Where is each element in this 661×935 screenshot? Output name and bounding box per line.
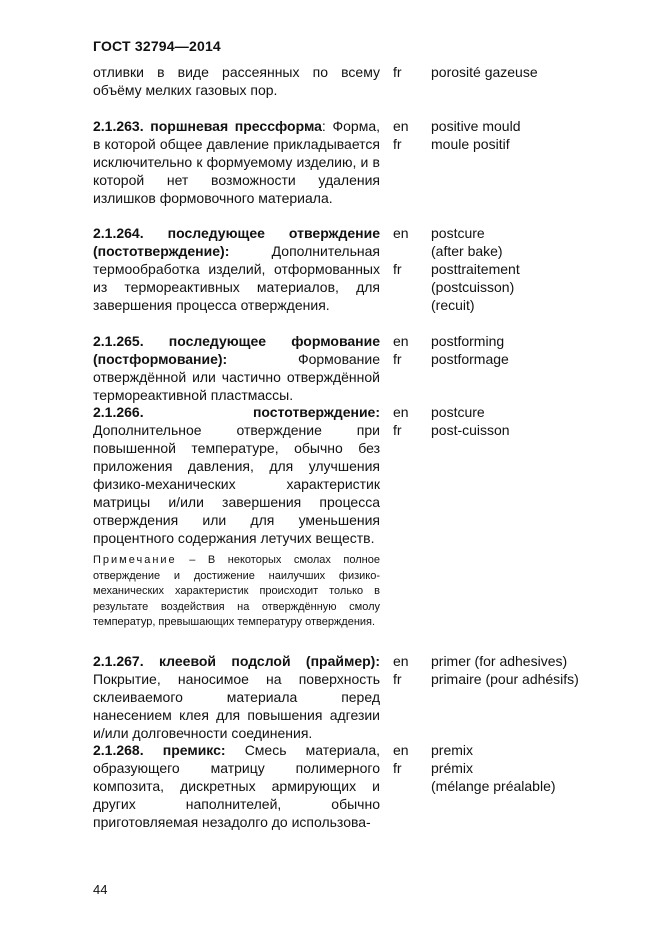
note-label: Примечание — [93, 554, 177, 566]
language-code: en — [393, 653, 409, 669]
equivalent-terms — [431, 224, 631, 314]
equivalent-term: post-cuisson — [431, 422, 510, 438]
equivalent-terms — [431, 63, 631, 81]
entry-number: 2.1.268. — [93, 742, 144, 758]
entry-term: последующее отверждение (постотверждение): — [93, 225, 381, 259]
entry-term: премикс: — [162, 742, 226, 758]
equivalent-term: prémix — [431, 760, 474, 776]
entry-term: последующее формование (постформование): — [93, 333, 380, 367]
entry-text: Дополнительная термообработка изделий, отформованных из термореактивных материалов, для завершения процесса отверждения. — [93, 243, 380, 313]
language-code: en — [393, 333, 409, 349]
language-code: fr — [393, 64, 402, 80]
entry-definition — [93, 224, 380, 314]
language-code — [393, 242, 415, 260]
language-code: en — [393, 118, 409, 134]
equivalent-term: porosité gazeuse — [431, 64, 538, 80]
entry-term: постотверждение: — [252, 404, 380, 420]
language-code: fr — [393, 351, 402, 367]
note-text: – В некоторых смолах полное отверждение и достижение наилучших физико-механических характеристик происходит только в результате воздействия на отверждённую смолу температур, превышающих температуру отверждения. — [93, 554, 380, 628]
entry-term: клеевой подслой (праймер): — [158, 653, 381, 669]
equivalent-term: moule positif — [431, 136, 510, 152]
entry-number: 2.1.267. — [93, 653, 144, 669]
language-code: fr — [393, 760, 402, 776]
equivalent-terms — [431, 652, 631, 688]
entry-term: поршневая прессформа — [150, 118, 322, 134]
entry-text: Дополнительное отверждение при повышенной температуре, обычно без приложения давления, для улучшения физико-механических характеристик матрицы и/или завершения процесса отверждения или для уменьшения процентного содержания летучих веществ. — [93, 422, 380, 546]
entry-definition — [93, 332, 380, 404]
equivalent-terms — [431, 741, 631, 795]
equivalent-term: premix — [431, 742, 474, 758]
equivalent-terms — [431, 117, 631, 153]
equivalent-term: positive mould — [431, 118, 521, 134]
equivalent-term: (mélange préalable) — [431, 778, 556, 794]
equivalent-terms — [431, 332, 631, 368]
entry-text: Формование отверждённой или частично отверждённой термореактивной пластмассы. — [93, 351, 380, 403]
document-header: ГОСТ 32794—2014 — [93, 38, 221, 54]
equivalent-term: postcure — [431, 225, 485, 241]
language-code: fr — [393, 671, 402, 687]
language-codes — [393, 63, 415, 81]
note-block — [93, 553, 380, 631]
entry-definition — [93, 117, 380, 207]
equivalent-term: postforming — [431, 333, 505, 349]
equivalent-term: postcure — [431, 404, 485, 420]
equivalent-terms — [431, 403, 631, 439]
equivalent-term: primer (for adhesives) — [431, 653, 568, 669]
entry-number: 2.1.263. — [93, 118, 144, 134]
equivalent-term: (after bake) — [431, 243, 503, 259]
entry-definition — [93, 741, 380, 831]
language-code: fr — [393, 261, 402, 277]
language-codes — [393, 224, 415, 278]
language-code: en — [393, 742, 409, 758]
page-number: 44 — [93, 882, 108, 897]
entry-definition — [93, 403, 380, 547]
language-codes — [393, 117, 415, 153]
entry-text: Покрытие, наносимое на поверхность склеиваемого материала перед нанесением клея для повышения адгезии и/или долговечности соединения. — [93, 671, 380, 741]
equivalent-term: posttraitement — [431, 261, 520, 277]
equivalent-term: primaire (pour adhésifs) — [431, 671, 579, 687]
language-codes — [393, 741, 415, 777]
entry-definition: отливки в виде рассеянных по всему объёму мелких газовых пор. — [93, 64, 380, 98]
entry-text: Смесь материала, образующего матрицу полимерного композита, дискретных армирующих и других наполнителей, обычно приготовляемая незадолго до использова- — [93, 742, 381, 830]
language-code: en — [393, 225, 409, 241]
entry-number: 2.1.264. — [93, 225, 144, 241]
equivalent-term: (recuit) — [431, 297, 475, 313]
entry-number: 2.1.266. — [93, 404, 144, 420]
entry-number: 2.1.265. — [93, 333, 144, 349]
entry-definition — [93, 652, 380, 742]
language-codes — [393, 332, 415, 368]
language-codes — [393, 403, 415, 439]
equivalent-term: postformage — [431, 351, 509, 367]
language-code: en — [393, 404, 409, 420]
equivalent-term: (postcuisson) — [431, 279, 515, 295]
language-codes — [393, 652, 415, 688]
language-code: fr — [393, 422, 402, 438]
entry-text: : Форма, в которой общее давление прикладывается исключительно к формуемому изделию, и в которой нет возможности удаления излишков формовочного материала. — [93, 118, 380, 206]
language-code: fr — [393, 136, 402, 152]
